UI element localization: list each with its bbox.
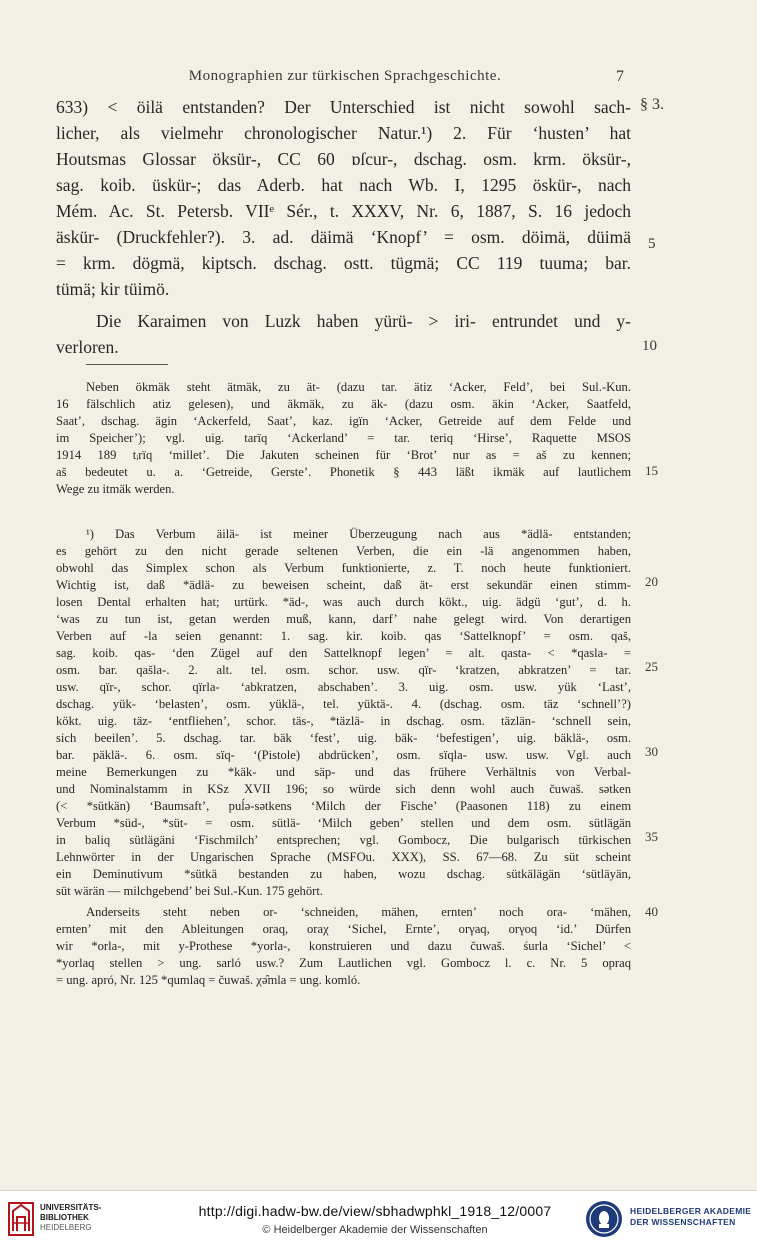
footnote-line: Lehnwörter in der Ungarischen Sprache (MSFOu. XXX), SS. 67—68. Zu süt scheint xyxy=(56,850,631,864)
footnote-line: *yorlaq stellen > ung. sarló usw.? Zum Lautlichen vgl. Gombocz l. c. Nr. 5 opraq xyxy=(56,956,631,970)
margin-line-number: 35 xyxy=(645,829,658,844)
margin-line-number: 30 xyxy=(645,744,658,759)
footnote-line: in baliq sütlägäni ‘Fischmilch’ entsprechen; vgl. Gombocz, Die bulgarisch türkischen xyxy=(56,833,631,847)
viewer-footer xyxy=(0,1190,757,1247)
footnote-line: wir *orla-, mit y-Prothese *yorla-, konstruieren und dazu čuwaš. śurla ‘Sichel’ < xyxy=(56,939,631,953)
footnote-line: süt wärän — milchgebend’ bei Sul.-Kun. 175 gehört. xyxy=(56,884,323,898)
footnote-line: ein Deminutivum *sütkä bestanden zu haben, wozu dschag. sütkälägän ‘sütläyän, xyxy=(56,867,631,881)
running-title: Monographien zur türkischen Sprachgeschichte. xyxy=(188,68,502,84)
footnote-line: ¹) Das Verbum äilä- ist meiner Überzeugung nach aus *ädlä- entstanden; xyxy=(86,527,631,541)
text-line: tümä; kir tüimö. xyxy=(56,279,170,299)
footnote-line: kökt. uig. täz- ‘entfliehen’, schor. täs-, *täzlä- in dschag. osm. täzlän- ‘schnell sein, xyxy=(56,714,631,728)
note-line: Wege zu itmäk werden. xyxy=(56,482,175,496)
text-line: Mém. Ac. St. Petersb. VIIᵉ Sér., t. XXXV, Nr. 6, 1887, S. 16 jedoch xyxy=(56,201,631,221)
text-line: äskür- (Druckfehler?). 3. ad. däimä ‘Knopf’ = osm. döimä, düimä xyxy=(56,227,631,247)
academy-name-line: DER WISSENSCHAFTEN xyxy=(630,1217,736,1227)
footnote-line: ‘was zu tun ist, getan werden muß, kann, darf’ nahe gelegt wird. Von derartigen xyxy=(56,612,631,626)
footnote-line: Verben auf -la seien genannt: 1. sag. kir. koib. qas ‘Sattelknopf’ = osm. qaš, xyxy=(56,629,631,643)
footnote-line: Wichtig ist, daß *ädlä- zu beweisen scheint, daß ät- erst sekundär einen stimm- xyxy=(56,578,631,592)
footnote-line: und Nominalstamm in KSz XVII 196; so würde sich denn wohl auch čuwaš. sətken xyxy=(56,782,631,796)
academy-name-line: HEIDELBERGER AKADEMIE xyxy=(630,1206,752,1216)
academy-name xyxy=(630,1206,751,1228)
footnote-line: (< *sütkän) ‘Baumsaft’, puĺə-sətkens ‘Milch der Fische’ (Paasonen 118) zu einem xyxy=(56,799,631,813)
footnote-line: es gehört zu den nicht gerade seltenen Verben, die ein -lä angenommen haben, xyxy=(56,544,631,558)
footnote-line: losen Dental erhalten hat; urtürk. *äd-, was auch durch kökt., uig. ädgü ‘gut’, d. h. xyxy=(56,595,631,609)
footnote-line: ernten’ mit den Ableitungen oraq, oraχ ‘Sichel, Ernte’, orγaq, orγoq ‘id.’ Dürfen xyxy=(56,922,631,936)
footnote-line: Verbum *süd-, *süt- = osm. sütlä- ‘Milch geben’ stellen und dem osm. sütlägän xyxy=(56,816,631,830)
text-line: Houtsmas Glossar öksür-, CC 60 ɒſcur-, dschag. osm. krm. öksür-, xyxy=(56,149,631,169)
footnote-line: obwohl das Simplex schon als Verbum funktionierte, z. T. noch heute funktioniert. xyxy=(56,561,631,575)
note-line: Saat’, dschag. ägin ‘Ackerfeld, Saat’, kaz. igїn ‘Acker, Getreide auf dem Felde und xyxy=(56,414,631,428)
note-line: Neben ökmäk steht ätmäk, zu ät- (dazu tar. ätiz ‘Acker, Feld’, bei Sul.-Kun. xyxy=(86,380,631,394)
note-line: 1914 189 tᵢrïq ‘millet’. Die Jakuten scheinen für ‘Brot’ nur as = aš zu kennen; xyxy=(56,448,631,462)
library-name-line: UNIVERSITÄTS- xyxy=(40,1203,102,1212)
text-line: = krm. dögmä, kiptsch. dschag. ostt. tügmä; CC 119 tuuma; bar. xyxy=(56,253,631,273)
footnote-line: dschag. yük- ‘belasten’, osm. yüklä-, tel. yüktä-. 4. (dschag. osm. täz ‘schnell’?) xyxy=(56,697,631,711)
footnote-line: sag. koib. qas- ‘den Zügel auf den Sattelknopf legen’ = alt. qasta- < *qasla- = xyxy=(56,646,631,660)
library-name-line: BIBLIOTHEK xyxy=(40,1213,89,1222)
text-line: sag. koib. üskür-; das Aderb. hat nach Wb. I, 1295 öskür-, nach xyxy=(56,175,631,195)
footnote-line: bar. päklä-. 6. osm. sїq- ‘(Pistole) abdrücken’, osm. sїqla- usw. usw. Vgl. auch xyxy=(56,748,631,762)
footnote xyxy=(56,526,631,996)
footnote-line: = ung. apró, Nr. 125 *qumlaq = čuwaš. χə̑mla = ung. komló. xyxy=(56,973,361,987)
library-name-line: HEIDELBERG xyxy=(40,1223,92,1232)
footnote-line: Anderseits steht neben or- ‘schneiden, mähen, ernten’ noch ora- ‘mähen, xyxy=(86,905,631,919)
margin-line-number: 25 xyxy=(645,659,658,674)
margin-line-number: 40 xyxy=(645,904,658,919)
university-library-name xyxy=(40,1203,120,1233)
footnote-line: meine Bemerkungen zu *käk- und säp- und das frühere Verhältnis von Verbal- xyxy=(56,765,631,779)
footnote-line: osm. bar. qašla-. 2. alt. tel. osm. schor. usw. qїr- ‘kratzen, abkratzen’ = tar. xyxy=(56,663,631,677)
note-line: im Speicher’); vgl. uig. tarïq ‘Ackerland’ = tar. teriq ‘Hirse’, Raquette MSOS xyxy=(56,431,631,445)
page-number: 7 xyxy=(616,68,624,85)
notes-block xyxy=(56,379,631,519)
note-line: 16 fälschlich atiz gelesen), und äkmäk, zu äk- (dazu osm. äkin ‘Acker, Saatfeld, xyxy=(56,397,631,411)
margin-line-number: 15 xyxy=(645,463,658,478)
note-line: aš bedeutet u. a. ‘Getreide, Gerste’. Phonetik § 443 läßt ikmäk auf lautlichem xyxy=(56,465,631,479)
margin-line-number: 5 xyxy=(648,236,656,252)
section-marker: § 3. xyxy=(640,96,664,113)
margin-line-number: 20 xyxy=(645,574,658,589)
body-text xyxy=(56,96,631,356)
copyright-notice: © Heidelberger Akademie der Wissenschaften xyxy=(262,1224,488,1236)
footnote-divider xyxy=(86,364,168,365)
text-line: 633) < öilä entstanden? Der Unterschied ist nicht sowohl sach- xyxy=(56,97,631,117)
footnote-line: usw. qїr-, schor. qїrla- ‘abkratzen, abschaben’. 3. uig. osm. usw. yük ‘Last’, xyxy=(56,680,631,694)
footnote-line: sich beeilen’. 5. dschag. tar. bäk ‘fest’, uig. bäk- ‘befestigen’, uig. bäklä-, osm. xyxy=(56,731,631,745)
margin-line-number: 10 xyxy=(642,338,657,354)
text-line: verloren. xyxy=(56,337,119,357)
university-library-logo-icon[interactable] xyxy=(8,1201,34,1237)
permalink-url[interactable]: http://digi.hadw-bw.de/view/sbhadwphkl_1918_12/0007 xyxy=(198,1203,552,1219)
academy-seal-icon[interactable] xyxy=(584,1199,624,1239)
text-line: licher, als vielmehr chronologischer Natur.¹) 2. Für ‘husten’ hat xyxy=(56,123,631,143)
text-line: Die Karaimen von Luzk haben yürü- > iri- entrundet und y- xyxy=(96,311,631,331)
